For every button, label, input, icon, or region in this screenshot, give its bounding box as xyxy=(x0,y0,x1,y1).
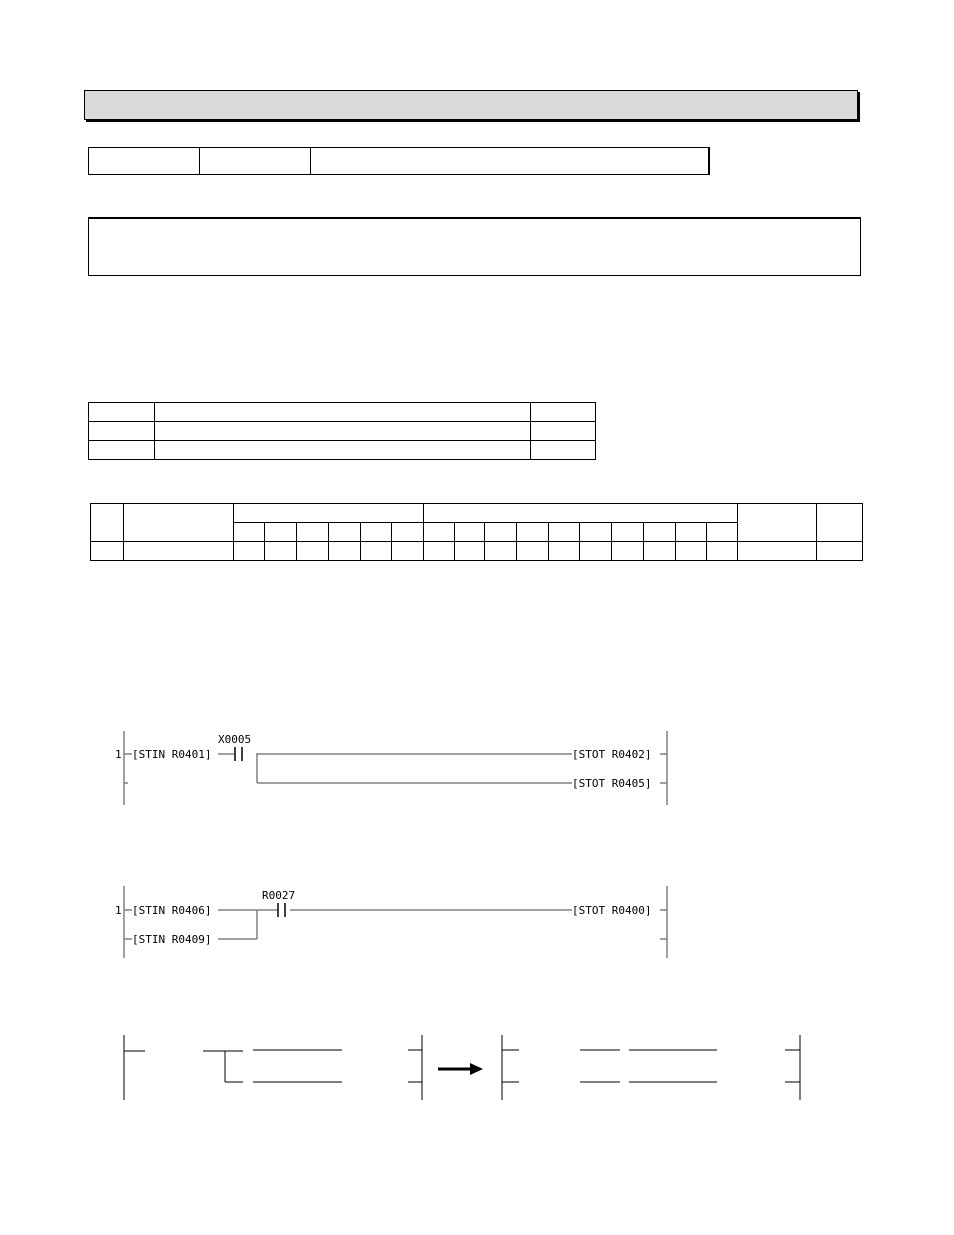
contact-label: X0005 xyxy=(218,733,252,746)
table-row xyxy=(89,441,596,460)
arrow-right-icon xyxy=(438,1063,483,1075)
conversion-sketch xyxy=(115,1030,815,1105)
table-row xyxy=(91,542,863,561)
info-cell xyxy=(311,148,708,174)
output-label-1: [STOT R0400] xyxy=(572,904,652,917)
table-row xyxy=(91,504,863,523)
contact-label: R0027 xyxy=(262,889,296,902)
ladder-diagram-2 xyxy=(110,882,680,962)
info-cell xyxy=(89,148,200,174)
start-input-label-1: [STIN R0406] xyxy=(132,904,212,917)
info-row xyxy=(88,147,710,175)
output-label-2: [STOT R0405] xyxy=(572,777,652,790)
rung-number: 1 xyxy=(115,904,122,917)
rung-number: 1 xyxy=(115,748,122,761)
section-title-bar xyxy=(84,90,858,120)
output-label-1: [STOT R0402] xyxy=(572,748,652,761)
info-cell xyxy=(200,148,311,174)
table-row xyxy=(89,403,596,422)
ladder-diagram-1 xyxy=(110,725,680,810)
step-table xyxy=(90,503,863,561)
spec-table xyxy=(88,402,596,460)
table-row xyxy=(89,422,596,441)
start-input-label: [STIN R0401] xyxy=(132,748,212,761)
note-box xyxy=(88,217,861,276)
start-input-label-2: [STIN R0409] xyxy=(132,933,212,946)
